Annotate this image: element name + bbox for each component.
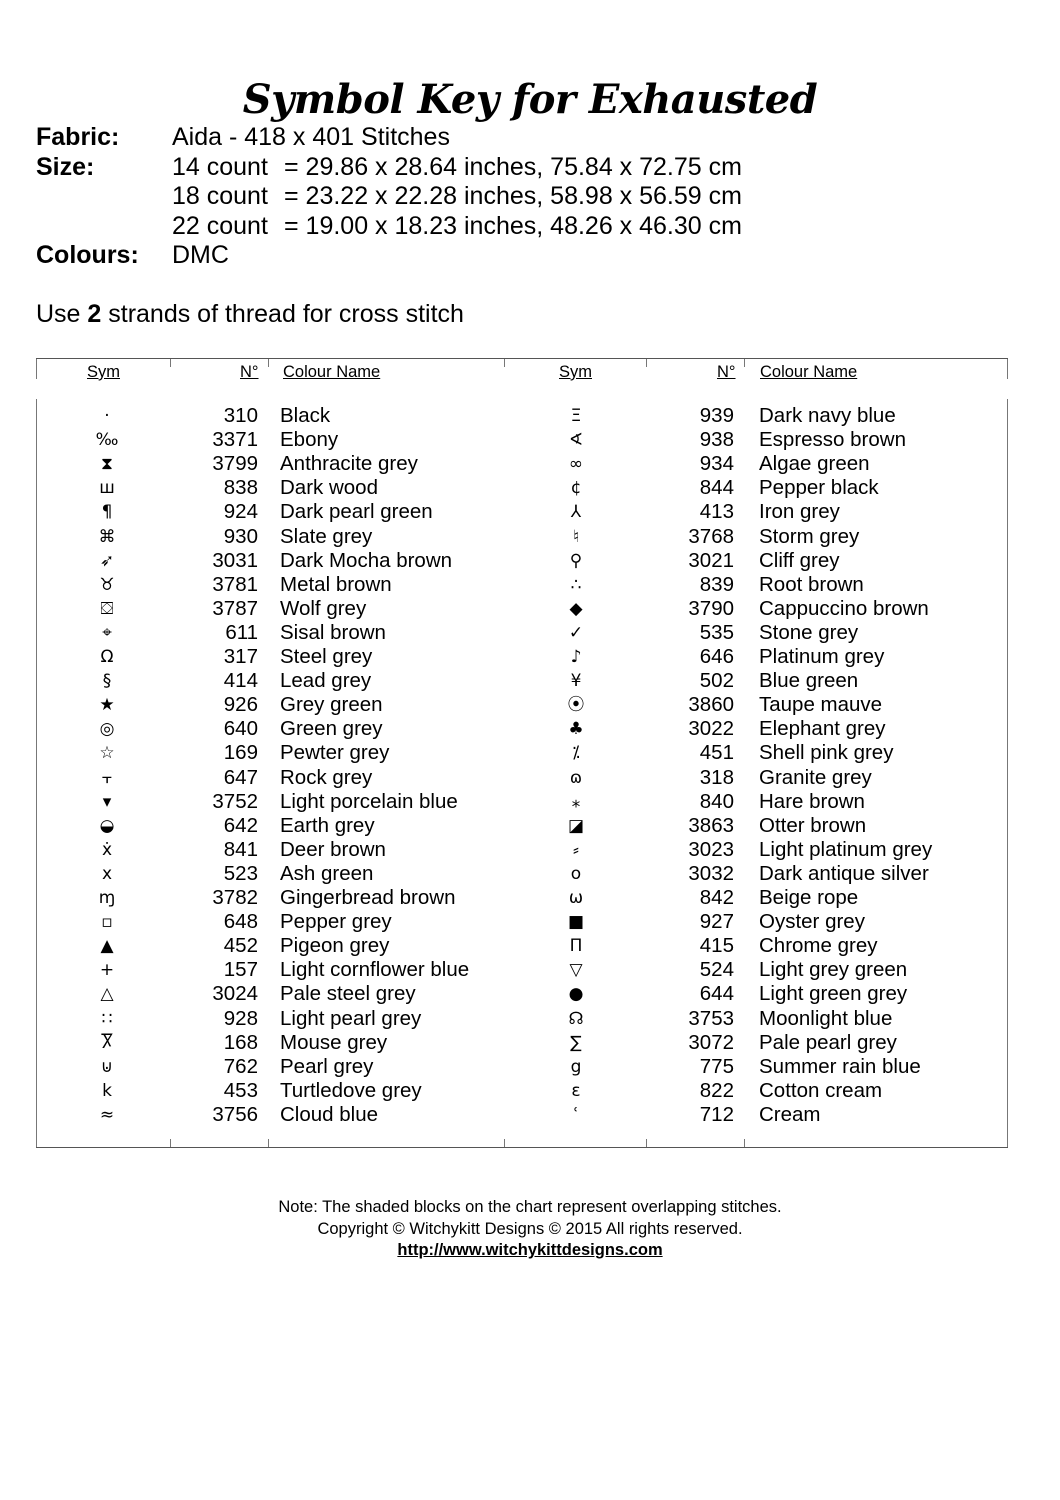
symbol-cell: ⁒ [572, 743, 580, 764]
colour-name: Stone grey [759, 620, 859, 644]
dmc-number: 3752 [212, 789, 258, 813]
column-divider [504, 1139, 505, 1147]
symbol-cell: ш [99, 478, 115, 499]
fabric-value: Aida - 418 x 401 Stitches [172, 123, 450, 151]
dmc-number: 318 [699, 765, 734, 789]
symbol-cell: ⛋ [100, 598, 114, 619]
dmc-number: 3787 [212, 596, 258, 620]
colour-name: Cream [759, 1102, 821, 1126]
symbol-cell: Ξ [570, 406, 582, 426]
column-divider [268, 1139, 269, 1147]
symbol-key-table [36, 358, 1008, 1148]
header-sym: Sym [87, 363, 120, 381]
colour-name: Blue green [759, 669, 859, 693]
colour-name: Pepper grey [280, 910, 392, 934]
table-row [36, 766, 1008, 790]
colour-name: Cotton cream [759, 1078, 883, 1102]
table-row [36, 621, 1008, 645]
table-row [36, 862, 1008, 886]
header-name: Colour Name [760, 363, 858, 381]
dmc-number: 157 [223, 958, 258, 982]
footer-note: Note: The shaded blocks on the chart represent overlapping stitches. [278, 1198, 782, 1216]
table-row [36, 838, 1008, 862]
colour-name: Root brown [759, 572, 864, 596]
table-row [36, 958, 1008, 982]
size-count: 14 count [172, 152, 268, 181]
symbol-cell: k [102, 1080, 112, 1101]
dmc-number: 3781 [212, 572, 258, 596]
header-sym: Sym [559, 363, 592, 381]
table-row [36, 1079, 1008, 1103]
table-row [36, 717, 1008, 741]
symbol-cell: + [99, 960, 115, 981]
symbol-cell: ʿ [573, 1104, 579, 1125]
header-num: N° [717, 363, 736, 381]
table-row [36, 934, 1008, 958]
strands-post: strands of thread for cross stitch [101, 300, 464, 328]
colour-name: Oyster grey [759, 910, 865, 934]
table-row [36, 428, 1008, 452]
column-divider [744, 359, 745, 367]
colour-name: Otter brown [759, 813, 867, 837]
symbol-cell: ◒ [99, 815, 115, 836]
symbol-cell: ɱ [98, 888, 116, 908]
symbol-cell: ➶ [99, 550, 115, 571]
dmc-number: 646 [699, 645, 734, 668]
dmc-number: 841 [223, 837, 258, 861]
table-row [36, 476, 1008, 500]
symbol-cell: ⊍ [100, 1056, 114, 1077]
symbol-cell: ⅄ [570, 502, 582, 523]
colour-name: Steel grey [280, 645, 373, 668]
colour-name: Cappuccino brown [759, 596, 929, 620]
colour-name: Summer rain blue [759, 1054, 921, 1078]
symbol-cell: ¶ [101, 502, 113, 523]
size-count: 22 count [172, 211, 268, 240]
symbol-cell: ẋ [101, 839, 113, 860]
colour-name: Shell pink grey [759, 741, 894, 765]
dmc-number: 647 [223, 765, 258, 789]
colour-name: Cloud blue [280, 1102, 379, 1126]
table-border [1007, 359, 1008, 379]
dmc-number: 930 [223, 524, 258, 548]
dmc-number: 927 [699, 910, 734, 934]
dmc-number: 3031 [212, 548, 258, 572]
dmc-number: 310 [223, 404, 258, 427]
dmc-number: 3790 [688, 596, 734, 620]
symbol-cell: ¥ [570, 671, 582, 692]
symbol-cell: ♣ [568, 719, 584, 740]
column-divider [646, 1139, 647, 1147]
symbol-cell: ☆ [99, 743, 115, 764]
colour-name: Deer brown [280, 837, 386, 861]
colour-name: Elephant grey [759, 717, 886, 741]
symbol-cell: ◪ [567, 815, 585, 836]
symbol-cell: ☊ [568, 1008, 584, 1029]
strands-pre: Use [36, 300, 88, 328]
symbol-cell: ω [568, 888, 584, 908]
table-row [36, 1031, 1008, 1055]
symbol-cell: § [102, 671, 112, 692]
size-dims: = 29.86 x 28.64 inches, 75.84 x 72.75 cm [284, 152, 742, 181]
colours-value: DMC [172, 241, 229, 269]
dmc-number: 3024 [212, 982, 258, 1006]
dmc-number: 3072 [688, 1030, 734, 1054]
colour-name: Dark navy blue [759, 404, 896, 427]
table-row [36, 790, 1008, 814]
header-name: Colour Name [283, 363, 381, 381]
dmc-number: 840 [699, 789, 734, 813]
colour-name: Dark pearl green [280, 500, 433, 524]
strands-count: 2 [87, 300, 102, 328]
colour-name: Light grey green [759, 958, 908, 982]
column-divider [646, 359, 647, 367]
column-divider [268, 359, 269, 367]
table-row [36, 549, 1008, 573]
table-row [36, 910, 1008, 934]
symbol-cell: ε [571, 1080, 581, 1101]
dmc-number: 535 [699, 620, 734, 644]
dmc-number: 3863 [688, 813, 734, 837]
colour-name: Slate grey [280, 524, 373, 548]
colour-name: Black [280, 404, 331, 427]
colour-name: Light cornflower blue [280, 958, 470, 982]
colour-name: Earth grey [280, 813, 375, 837]
dmc-number: 838 [223, 476, 258, 500]
colour-name: Granite grey [759, 765, 872, 789]
dmc-number: 642 [223, 813, 258, 837]
symbol-cell: ♮ [572, 526, 580, 547]
dmc-number: 3756 [212, 1102, 258, 1126]
table-row [36, 525, 1008, 549]
colour-name: Lead grey [280, 669, 372, 693]
colour-name: Cliff grey [759, 548, 840, 572]
column-divider [744, 1139, 745, 1147]
symbol-cell: ● [568, 984, 584, 1005]
website-link[interactable]: http://www.witchykittdesigns.com [397, 1241, 663, 1259]
dmc-number: 453 [223, 1078, 258, 1102]
colour-name: Green grey [280, 717, 383, 741]
dmc-number: 644 [699, 982, 734, 1006]
strands-instruction [36, 300, 464, 329]
dmc-number: 928 [223, 1006, 258, 1030]
dmc-number: 523 [223, 861, 258, 885]
symbol-cell: Ⴟ [100, 1032, 114, 1053]
colour-name: Dark Mocha brown [280, 548, 453, 572]
symbol-cell: ▽ [569, 960, 583, 981]
table-row [36, 573, 1008, 597]
symbol-cell: ★ [99, 695, 115, 716]
colour-name: Light green grey [759, 982, 908, 1006]
colour-name: Espresso brown [759, 428, 906, 452]
colour-name: Iron grey [759, 500, 840, 524]
colour-name: Beige rope [759, 886, 859, 909]
colour-name: Pale steel grey [280, 982, 416, 1006]
symbol-cell: ¢ [570, 478, 582, 499]
size-label: Size: [36, 152, 95, 181]
dmc-number: 775 [699, 1054, 734, 1078]
footer-copyright: Copyright © Witchykitt Designs © 2015 All rights reserved. [317, 1219, 743, 1238]
symbol-cell: ⸗ [573, 839, 579, 860]
size-dims: = 23.22 x 22.28 inches, 58.98 x 56.59 cm [284, 182, 742, 210]
colour-name: Turtledove grey [280, 1078, 422, 1102]
dmc-number: 924 [223, 500, 258, 524]
table-row [36, 597, 1008, 621]
page-title: Symbol Key for Exhausted [242, 76, 818, 123]
dmc-number: 3753 [688, 1006, 734, 1030]
dmc-number: 451 [699, 741, 734, 765]
colour-name: Ebony [280, 428, 339, 452]
dmc-number: 648 [223, 910, 258, 934]
dmc-number: 169 [223, 741, 258, 765]
symbol-cell: ∴ [570, 574, 582, 595]
colour-name: Ash green [280, 861, 374, 885]
symbol-cell: x [101, 863, 113, 884]
symbol-cell: ▲ [100, 936, 114, 957]
colour-name: Dark antique silver [759, 861, 929, 885]
dmc-number: 3023 [688, 837, 734, 861]
colour-name: Pigeon grey [280, 934, 390, 958]
dmc-number: 844 [699, 476, 734, 500]
colour-name: Wolf grey [280, 596, 367, 620]
dmc-number: 3768 [688, 524, 734, 548]
symbol-cell: ⌘ [98, 526, 116, 547]
table-row [36, 982, 1008, 1006]
dmc-number: 3032 [688, 861, 734, 885]
symbol-cell: ∞ [568, 454, 584, 475]
dmc-number: 939 [699, 404, 734, 427]
colour-name: Dark wood [280, 476, 378, 500]
colour-name: Chrome grey [759, 934, 878, 958]
symbol-cell: ≈ [99, 1104, 115, 1125]
symbol-cell: o [570, 863, 582, 884]
table-row [36, 645, 1008, 669]
header-num: N° [240, 363, 259, 381]
colour-name: Algae green [759, 452, 870, 476]
table-row [36, 814, 1008, 838]
table-row [36, 741, 1008, 765]
table-row [36, 404, 1008, 428]
symbol-cell: ▾ [102, 791, 112, 812]
symbol-cell: ⫟ [101, 767, 113, 788]
dmc-number: 839 [699, 572, 734, 596]
symbol-cell: Ω [100, 647, 114, 667]
colour-name: Grey green [280, 693, 383, 717]
symbol-cell: ◎ [99, 719, 115, 740]
colour-name: Metal brown [280, 572, 392, 596]
table-row [36, 1103, 1008, 1127]
colour-name: Rock grey [280, 765, 373, 789]
colour-name: Sisal brown [280, 620, 386, 644]
symbol-cell: ⁎ [571, 791, 581, 812]
symbol-cell: ∢ [568, 430, 584, 451]
colour-name: Pearl grey [280, 1054, 374, 1078]
table-row [36, 1007, 1008, 1031]
symbol-cell: Π [569, 936, 583, 957]
dmc-number: 452 [223, 934, 258, 958]
table-row [36, 1055, 1008, 1079]
symbol-cell: ∷ [101, 1008, 113, 1029]
symbol-cell: ɷ [569, 767, 583, 788]
dmc-number: 3021 [688, 548, 734, 572]
dmc-number: 822 [699, 1078, 734, 1102]
dmc-number: 413 [699, 500, 734, 524]
table-border [36, 359, 37, 379]
column-divider [170, 359, 171, 367]
fabric-label: Fabric: [36, 123, 120, 151]
dmc-number: 712 [699, 1102, 734, 1126]
table-row [36, 693, 1008, 717]
colour-name: Light platinum grey [759, 837, 933, 861]
dmc-number: 934 [699, 452, 734, 476]
table-row [36, 886, 1008, 910]
symbol-cell: ∑ [570, 1032, 582, 1053]
colour-name: Moonlight blue [759, 1006, 893, 1030]
colour-name: Platinum grey [759, 645, 885, 668]
colour-name: Light porcelain blue [280, 789, 458, 813]
symbol-cell: ♉ [99, 574, 115, 595]
symbol-cell: ◆ [569, 598, 583, 619]
size-dims: = 19.00 x 18.23 inches, 48.26 x 46.30 cm [284, 211, 742, 240]
dmc-number: 926 [223, 693, 258, 717]
symbol-cell: ♪ [570, 647, 582, 667]
dmc-number: 168 [223, 1030, 258, 1054]
colour-name: Mouse grey [280, 1030, 388, 1054]
colours-label: Colours: [36, 241, 139, 269]
symbol-cell: ⧗ [101, 454, 113, 475]
colour-name: Anthracite grey [280, 452, 418, 476]
dmc-number: 3371 [212, 428, 258, 452]
column-divider [170, 1139, 171, 1147]
dmc-number: 3860 [688, 693, 734, 717]
symbol-cell: ‰ [95, 430, 119, 451]
symbol-cell: ⚲ [569, 550, 583, 571]
dmc-number: 842 [699, 886, 734, 909]
dmc-number: 415 [699, 934, 734, 958]
colour-name: Hare brown [759, 789, 865, 813]
colour-name: Pewter grey [280, 741, 390, 765]
dmc-number: 317 [223, 645, 258, 668]
dmc-number: 524 [699, 958, 734, 982]
table-row [36, 452, 1008, 476]
table-row [36, 500, 1008, 524]
dmc-number: 938 [699, 428, 734, 452]
symbol-cell: · [104, 406, 110, 426]
dmc-number: 3022 [688, 717, 734, 741]
dmc-number: 762 [223, 1054, 258, 1078]
symbol-cell: ⦿ [567, 695, 585, 716]
colour-name: Gingerbread brown [280, 886, 456, 909]
symbol-cell: ⌖ [102, 622, 112, 643]
table-row [36, 669, 1008, 693]
symbol-cell: g [570, 1056, 582, 1077]
symbol-cell: △ [100, 984, 114, 1005]
colour-name: Pepper black [759, 476, 879, 500]
dmc-number: 414 [223, 669, 258, 693]
symbol-cell: ■ [567, 912, 585, 933]
colour-name: Storm grey [759, 524, 860, 548]
colour-name: Light pearl grey [280, 1006, 422, 1030]
dmc-number: 502 [699, 669, 734, 693]
dmc-number: 3782 [212, 886, 258, 909]
column-divider [504, 359, 505, 367]
symbol-cell: ✓ [568, 622, 584, 643]
dmc-number: 611 [225, 620, 258, 644]
colour-name: Pale pearl grey [759, 1030, 897, 1054]
size-count: 18 count [172, 182, 268, 210]
symbol-cell: ▫ [101, 912, 113, 933]
colour-name: Taupe mauve [759, 693, 883, 717]
dmc-number: 640 [223, 717, 258, 741]
dmc-number: 3799 [212, 452, 258, 476]
